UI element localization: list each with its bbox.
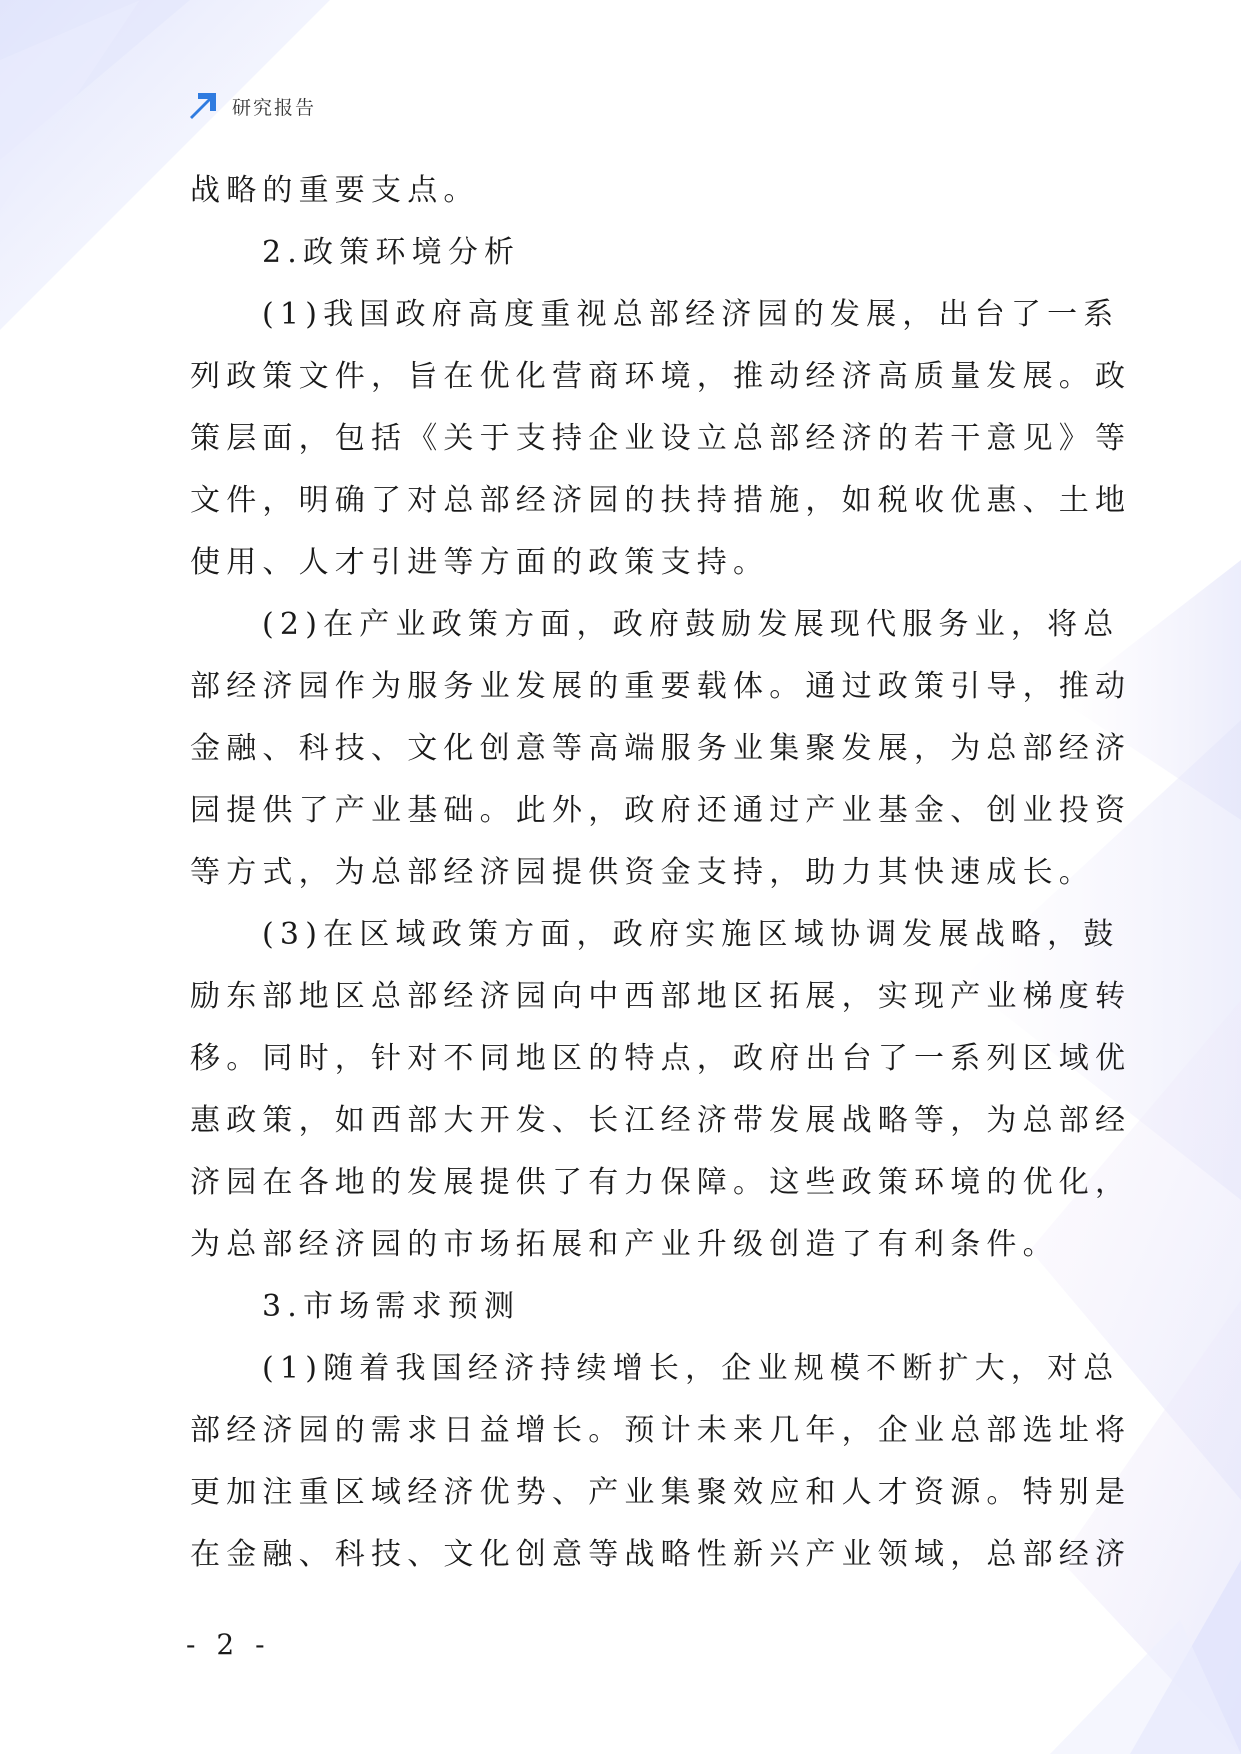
text-line: 励东部地区总部经济园向中西部地区拓展，实现产业梯度转 (190, 979, 1132, 1014)
text-line: 使用、人才引进等方面的政策支持。 (190, 545, 770, 580)
page-header (186, 88, 316, 124)
text-line: 济园在各地的发展提供了有力保障。这些政策环境的优化， (190, 1165, 1132, 1200)
text-line: 2.政策环境分析 (262, 235, 521, 270)
text-line: (1)随着我国经济持续增长，企业规模不断扩大，对总 (262, 1351, 1120, 1386)
body-text (190, 160, 1132, 1586)
text-line: 园提供了产业基础。此外，政府还通过产业基金、创业投资 (190, 793, 1132, 828)
text-line: 部经济园的需求日益增长。预计未来几年，企业总部选址将 (190, 1413, 1132, 1448)
page-number: - 2 - (186, 1628, 271, 1661)
text-line: 列政策文件，旨在优化营商环境，推动经济高质量发展。政 (190, 359, 1132, 394)
text-line: 等方式，为总部经济园提供资金支持，助力其快速成长。 (190, 855, 1095, 890)
text-line: 移。同时，针对不同地区的特点，政府出台了一系列区域优 (190, 1041, 1132, 1076)
text-line: (3)在区域政策方面，政府实施区域协调发展战略，鼓 (262, 917, 1120, 952)
text-line: 文件，明确了对总部经济园的扶持措施，如税收优惠、土地 (190, 483, 1132, 518)
text-line: 惠政策，如西部大开发、长江经济带发展战略等，为总部经 (190, 1103, 1132, 1138)
text-line: 金融、科技、文化创意等高端服务业集聚发展，为总部经济 (190, 731, 1132, 766)
text-line: (2)在产业政策方面，政府鼓励发展现代服务业，将总 (262, 607, 1120, 642)
text-line: 策层面，包括《关于支持企业设立总部经济的若干意见》等 (190, 421, 1132, 456)
text-line: 为总部经济园的市场拓展和产业升级创造了有利条件。 (190, 1227, 1059, 1262)
text-line: 在金融、科技、文化创意等战略性新兴产业领域，总部经济 (190, 1537, 1132, 1572)
arrow-logo-icon (186, 89, 220, 123)
text-line: (1)我国政府高度重视总部经济园的发展，出台了一系 (262, 297, 1120, 332)
text-line: 部经济园作为服务业发展的重要载体。通过政策引导，推动 (190, 669, 1132, 704)
text-line: 3.市场需求预测 (262, 1289, 521, 1324)
report-title: 研究报告 (232, 96, 317, 119)
text-line: 战略的重要支点。 (190, 173, 480, 208)
text-line: 更加注重区域经济优势、产业集聚效应和人才资源。特别是 (190, 1475, 1132, 1510)
